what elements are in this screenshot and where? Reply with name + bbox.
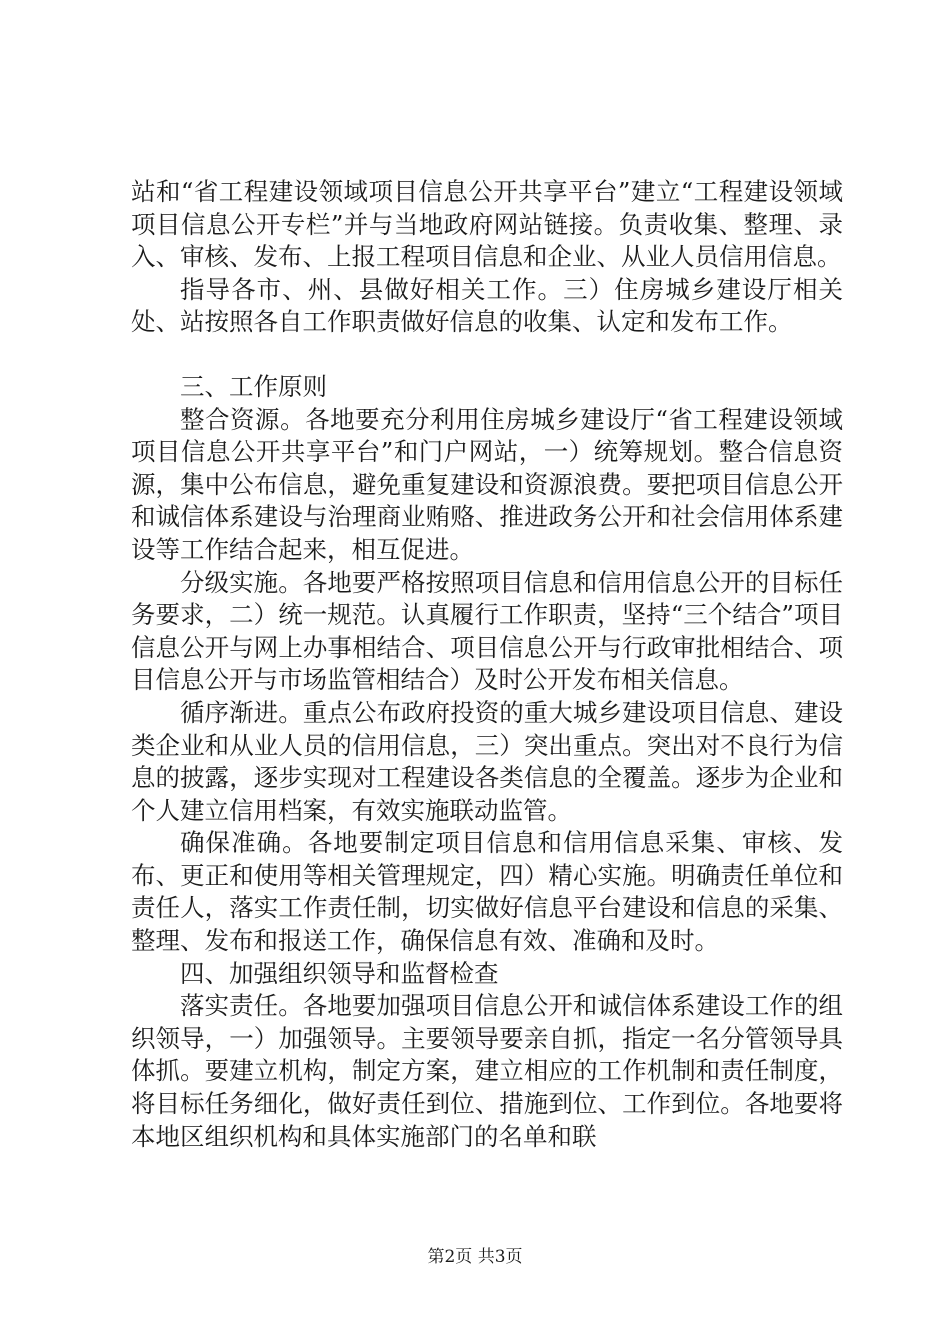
document-body	[131, 176, 843, 1153]
paragraph-gradual-progress: 循序渐进。重点公布政府投资的重大城乡建设项目信息、建设类企业和从业人员的信用信息，三）突出重点。突出对不良行为信息的披露，逐步实现对工程建设各类信息的全覆盖。逐步为企业和个人建立信用档案，有效实施联动监管。	[131, 697, 843, 825]
paragraph-integrate-resources: 整合资源。各地要充分利用住房城乡建设厅“省工程建设领域项目信息公开共享平台”和门户网站，一）统筹规划。整合信息资源，集中公布信息，避免重复建设和资源浪费。要把项目信息公开和诚信体系建设与治理商业贿赂、推进政务公开和社会信用体系建设等工作结合起来，相互促进。	[131, 404, 843, 564]
paragraph-continuation: 站和“省工程建设领域项目信息公开共享平台”建立“工程建设领域项目信息公开专栏”并与当地政府网站链接。负责收集、整理、录入、审核、发布、上报工程项目信息和企业、从业人员信用信息。	[131, 177, 843, 272]
page-number-footer: 第2页 共3页	[427, 1247, 523, 1267]
section-heading-principles: 三、工作原则	[180, 371, 327, 401]
section-heading-leadership: 四、加强组织领导和监督检查	[180, 958, 499, 988]
paragraph-ensure-accuracy: 确保准确。各地要制定项目信息和信用信息采集、审核、发布、更正和使用等相关管理规定，四）精心实施。明确责任单位和责任人，落实工作责任制，切实做好信息平台建设和信息的采集、整理、发布和报送工作，确保信息有效、准确和及时。	[131, 828, 843, 956]
paragraph-implement-responsibility: 落实责任。各地要加强项目信息公开和诚信体系建设工作的组织领导，一）加强领导。主要领导要亲自抓，指定一名分管领导具体抓。要建立机构，制定方案，建立相应的工作机制和责任制度，将目标任务细化，做好责任到位、措施到位、工作到位。各地要将本地区组织机构和具体实施部门的名单和联	[131, 991, 843, 1151]
paragraph-guidance: 指导各市、州、县做好相关工作。三）住房城乡建设厅相关处、站按照各自工作职责做好信息的收集、认定和发布工作。	[131, 274, 843, 337]
paragraph-tiered-implementation: 分级实施。各地要严格按照项目信息和信用信息公开的目标任务要求，二）统一规范。认真履行工作职责，坚持“三个结合”项目信息公开与网上办事相结合、项目信息公开与行政审批相结合、项目信息公开与市场监管相结合）及时公开发布相关信息。	[131, 567, 843, 695]
